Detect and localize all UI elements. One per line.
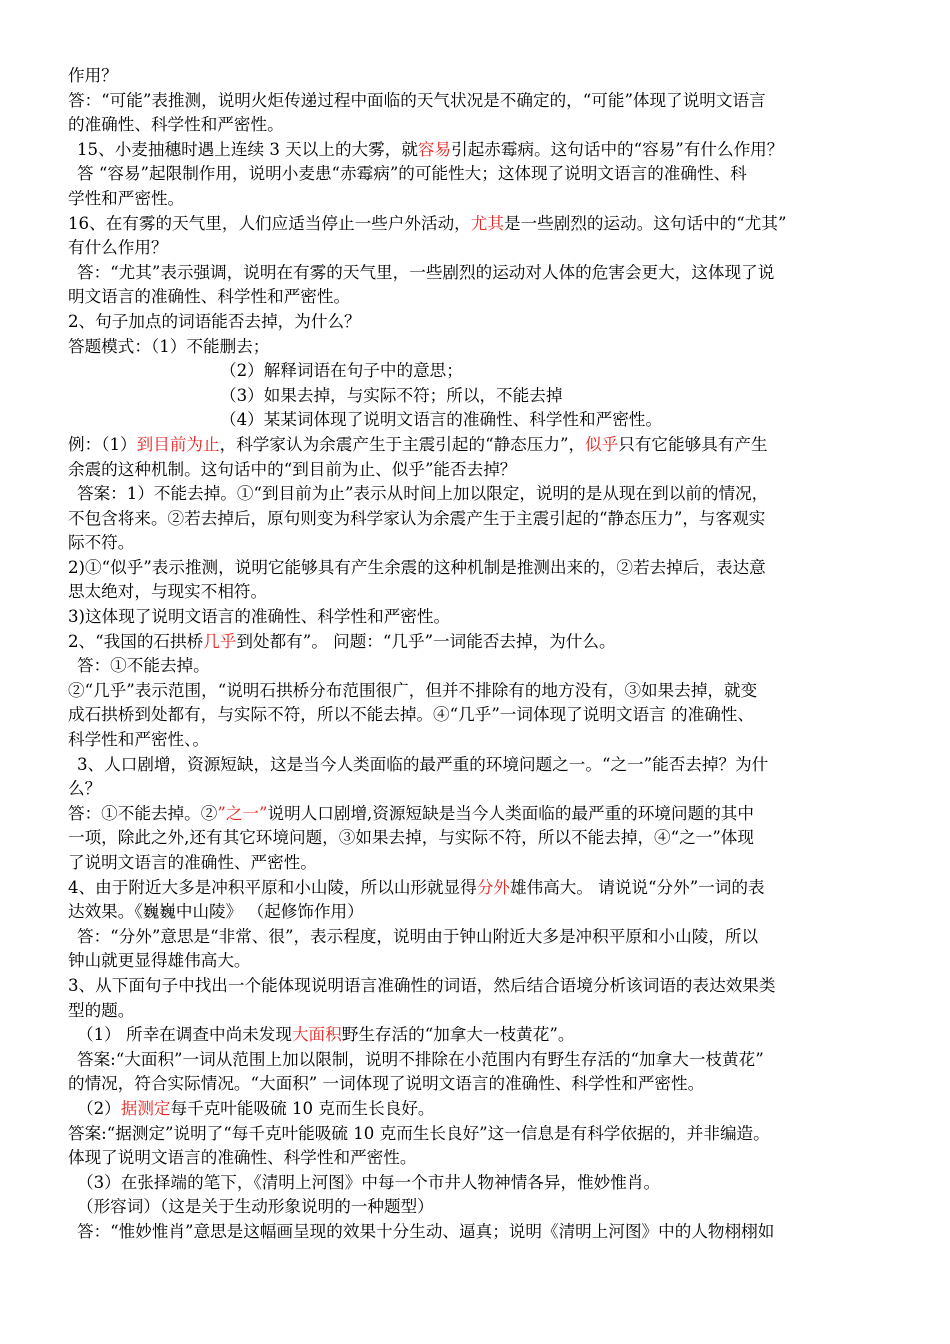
question-line: 4、由于附近大多是冲积平原和小山陵，所以山形就显得分外雄伟高大。 请说说“分外”一词的表 xyxy=(68,877,765,897)
text-line: 的情况，符合实际情况。“大面积” 一词体现了说明文语言的准确性、科学性和严密性。 xyxy=(68,1074,705,1094)
text-line: 答：“惟妙惟肖”意思是这幅画呈现的效果十分生动、逼真；说明《清明上河图》中的人物栩栩如 xyxy=(77,1221,775,1241)
text-line: 答：“尤其”表示强调，说明在有雾的天气里，一些剧烈的运动对人体的危害会更大，这体现了说 xyxy=(77,262,775,282)
text-line: 3)这体现了说明文语言的准确性、科学性和严密性。 xyxy=(68,607,451,627)
text-line: ②“几乎”表示范围，“说明石拱桥分布范围很广，但并不排除有的地方没有，③如果去掉，就变 xyxy=(68,680,758,700)
highlight-word: ”之一” xyxy=(217,803,268,823)
text-line: 答：“可能”表推测，说明火炬传递过程中面临的天气状况是不确定的，“可能”体现了说明文语言 xyxy=(68,90,766,110)
text-line: 答：①不能去掉。②”之一”说明人口剧增,资源短缺是当今人类面临的最严重的环境问题的其中 xyxy=(68,803,754,823)
text-line: 际不符。 xyxy=(68,533,135,553)
highlight-word: 到目前为止 xyxy=(136,434,220,454)
highlight-word: 容易 xyxy=(417,139,452,159)
text-line: （形容词）（这是关于生动形象说明的一种题型） xyxy=(77,1197,434,1217)
highlight-word: 据测定 xyxy=(120,1098,171,1118)
answer-pattern-step: （4）某某词体现了说明文语言的准确性、科学性和严密性。 xyxy=(220,410,662,430)
text-line: 了说明文语言的准确性、严密性。 xyxy=(68,853,317,872)
highlight-word: 尤其 xyxy=(470,213,504,233)
section-heading: 2、句子加点的词语能否去掉，为什么？ xyxy=(68,311,361,331)
text-line: 钟山就更显得雄伟高大。 xyxy=(68,951,251,971)
answer-pattern-step: （3）如果去掉，与实际不符；所以，不能去掉 xyxy=(220,385,563,405)
text-line: 型的题。 xyxy=(68,1000,135,1020)
text-line: 科学性和严密性、。 xyxy=(68,730,210,750)
text-line: 达效果。《巍巍中山陵》 （起修饰作用） xyxy=(68,902,364,922)
text-line: 答案:“大面积”一词从范围上加以限制，说明不排除在小范围内有野生存活的“加拿大一枝黄花” xyxy=(77,1049,764,1069)
highlight-word: 分外 xyxy=(476,877,510,897)
text-line: 明文语言的准确性、科学性和严密性。 xyxy=(68,287,351,307)
question-line: 3、人口剧增，资源短缺，这是当今人类面临的最严重的环境问题之一。“之一”能否去掉？为什 xyxy=(77,754,769,774)
highlight-word: 似乎 xyxy=(585,434,619,454)
text-line: 么？ xyxy=(68,779,102,799)
example-line: 例：（1）到目前为止，科学家认为余震产生于主震引起的“静态压力”，似乎只有它能够具有产生 xyxy=(68,434,768,454)
question-16: 16、在有雾的天气里，人们应适当停止一些户外活动，尤其是一些剧烈的运动。这句话中的“尤其” xyxy=(68,213,787,233)
example-line: （1） 所幸在调查中尚未发现大面积野生存活的“加拿大一枝黄花”。 xyxy=(77,1025,575,1045)
text-line: 余震的这种机制。这句话中的“到目前为止、似乎”能否去掉？ xyxy=(68,459,517,479)
question-line: 2、“我国的石拱桥几乎到处都有”。 问题：“几乎”一词能否去掉，为什么。 xyxy=(68,631,616,651)
text-line: 的准确性、科学性和严密性。 xyxy=(68,115,284,135)
section-heading: 3、从下面句子中找出一个能体现说明语言准确性的词语，然后结合语境分析该词语的表达效果类 xyxy=(68,975,776,995)
text-line: 不包含将来。②若去掉后，原句则变为科学家认为余震产生于主震引起的“静态压力”，与客观实 xyxy=(68,508,766,528)
text-line: 一项，除此之外,还有其它环境问题，③如果去掉，与实际不符，所以不能去掉，④“之一”体现 xyxy=(68,828,754,848)
text-line: 有什么作用？ xyxy=(68,238,168,258)
text-line: 思太绝对，与现实不相符。 xyxy=(68,582,268,602)
text-line: 答：①不能去掉。 xyxy=(77,656,210,676)
text-line: 体现了说明文语言的准确性、科学性和严密性。 xyxy=(68,1148,417,1168)
text-line: 成石拱桥到处都有，与实际不符，所以不能去掉。④“几乎”一词体现了说明文语言 的准确性、 xyxy=(68,705,754,725)
highlight-word: 几乎 xyxy=(203,631,237,651)
highlight-word: 大面积 xyxy=(291,1025,342,1045)
text-line: 答：“分外”意思是“非常、很”，表示程度，说明由于钟山附近大多是冲积平原和小山陵，所以 xyxy=(77,926,759,946)
text-line: 答案:“据测定”说明了“每千克叶能吸硫 10 克而生长良好”这一信息是有科学依据的，并非编造。 xyxy=(68,1123,770,1143)
example-line: （2）据测定每千克叶能吸硫 10 克而生长良好。 xyxy=(77,1098,435,1118)
text-line: 答案：1）不能去掉。①“到目前为止”表示从时间上加以限定，说明的是从现在到以前的情况， xyxy=(77,484,769,504)
text-line: 2)①“似乎”表示推测，说明它能够具有产生余震的这种机制是推测出来的，②若去掉后，表达意 xyxy=(68,557,766,577)
example-line: （3）在张择端的笔下，《清明上河图》中每一个市井人物神情各异，惟妙惟肖。 xyxy=(77,1172,661,1192)
text-line: 学性和严密性。 xyxy=(68,188,185,208)
answer-pattern: 答题模式：（1）不能删去； xyxy=(68,336,270,356)
answer-pattern-step: （2）解释词语在句子中的意思； xyxy=(220,361,463,381)
question-15: 15、小麦抽穗时遇上连续 3 天以上的大雾，就容易引起赤霉病。这句话中的“容易”有什么作用？ xyxy=(77,139,784,159)
text-line: 作用？ xyxy=(68,66,118,85)
text-line: 答 “容易”起限制作用，说明小麦患“赤霉病”的可能性大；这体现了说明文语言的准确性、科 xyxy=(77,164,747,184)
